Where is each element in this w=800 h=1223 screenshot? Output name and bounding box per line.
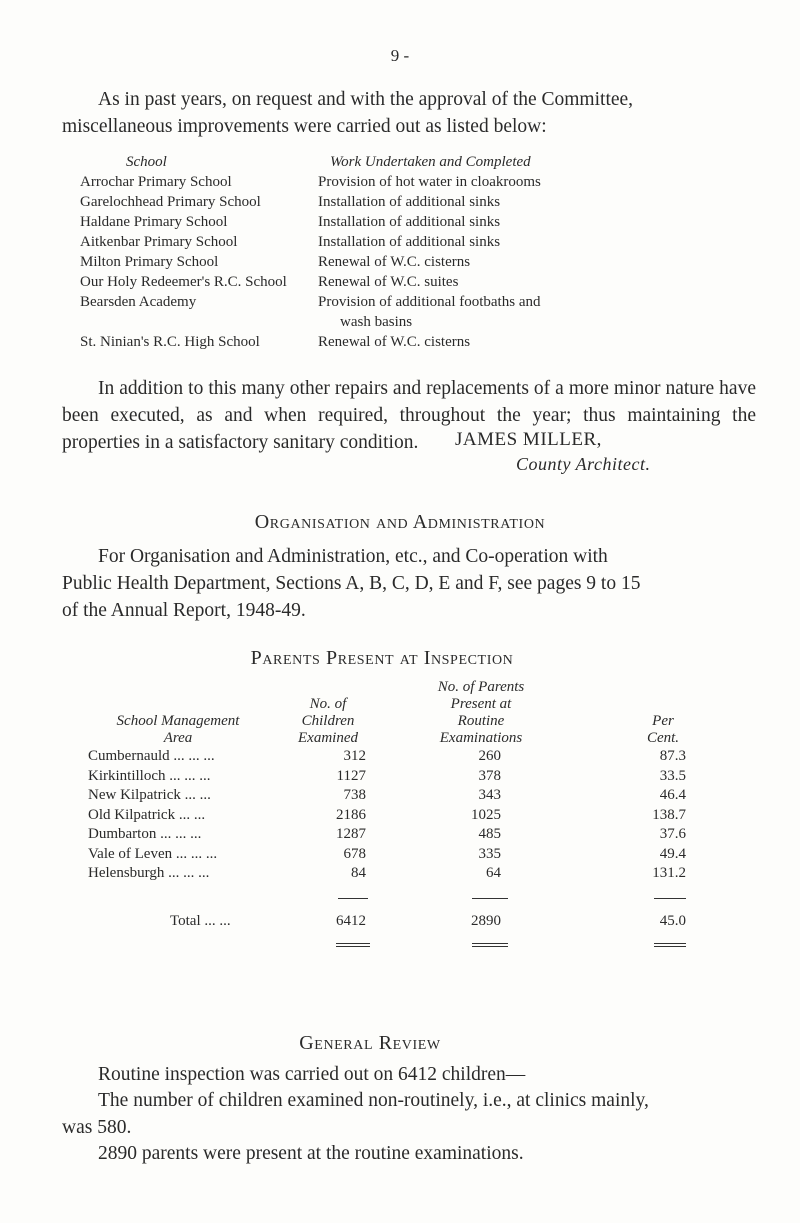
col-header-children-line: Children — [301, 713, 355, 729]
works-task: Installation of additional sinks — [318, 214, 501, 230]
rule-parents — [472, 898, 508, 899]
organisation-heading: Organisation and Administration — [254, 511, 546, 533]
percent-cell: 37.6 — [659, 826, 686, 842]
parents-cell: 378 — [478, 767, 501, 784]
children-cell: 1127 — [336, 767, 366, 784]
subtotal-rules — [88, 884, 688, 912]
area-cell: Old Kilpatrick ... ... — [88, 806, 206, 823]
works-task: Installation of additional sinks — [318, 194, 501, 210]
col-header-percent-line: Per — [652, 713, 674, 729]
children-cell: 1287 — [336, 826, 366, 842]
works-work-header: Work Undertaken and Completed — [330, 154, 531, 170]
table-row — [88, 747, 688, 767]
signature-name: JAMES MILLER, — [455, 429, 602, 450]
works-school: Bearsden Academy — [80, 294, 197, 310]
col-header-parents-line: No. of Parents — [437, 679, 525, 695]
total-label: Total ... ... — [170, 912, 231, 929]
percent-cell: 87.3 — [659, 748, 686, 764]
double-rule-children — [336, 943, 370, 947]
works-task: Renewal of W.C. cisterns — [318, 254, 471, 270]
parents-heading: Parents Present at Inspection — [250, 647, 514, 669]
works-task: Provision of hot water in cloakrooms — [318, 174, 541, 190]
works-school: St. Ninian's R.C. High School — [80, 334, 260, 350]
col-header-children-line: No. of — [309, 696, 347, 712]
col-header-parents-line: Routine — [457, 713, 505, 729]
works-row — [80, 192, 720, 212]
works-row — [80, 312, 720, 332]
works-task: Renewal of W.C. cisterns — [318, 334, 471, 350]
total-children: 6412 — [336, 912, 366, 929]
rule-percent — [654, 898, 686, 899]
works-task: Installation of additional sinks — [318, 234, 501, 250]
intro-line-2: miscellaneous improvements were carried out as listed below: — [62, 116, 547, 137]
parents-table-header — [88, 681, 688, 747]
works-list — [80, 152, 720, 352]
percent-cell: 46.4 — [659, 787, 686, 803]
double-rule-parents — [472, 943, 508, 947]
parents-cell: 64 — [486, 865, 501, 881]
percent-cell: 33.5 — [659, 767, 686, 784]
col-header-children — [268, 696, 388, 747]
general-review-heading: General Review — [299, 1032, 441, 1054]
area-cell: Dumbarton ... ... ... — [88, 826, 202, 842]
parents-cell: 343 — [478, 787, 501, 803]
works-school: Our Holy Redeemer's R.C. School — [80, 274, 287, 290]
works-school: Milton Primary School — [80, 254, 219, 270]
table-row — [88, 864, 688, 884]
works-school: Haldane Primary School — [80, 214, 228, 230]
double-rule-percent — [654, 943, 686, 947]
children-cell: 312 — [343, 748, 366, 764]
general-line-1: Routine inspection was carried out on 6412 children— — [98, 1064, 526, 1085]
table-row — [88, 825, 688, 845]
col-header-parents-line: Present at — [450, 696, 512, 712]
table-row — [88, 806, 688, 826]
children-cell: 84 — [351, 865, 366, 881]
works-row — [80, 292, 720, 312]
table-row — [88, 786, 688, 806]
general-line-3: was 580. — [62, 1117, 132, 1138]
works-row — [80, 252, 720, 272]
works-header — [80, 152, 720, 172]
works-school-header: School — [126, 154, 167, 170]
percent-cell: 138.7 — [652, 806, 686, 823]
percent-cell: 49.4 — [659, 845, 686, 862]
area-cell: Kirkintilloch ... ... ... — [88, 767, 211, 784]
children-cell: 738 — [343, 787, 366, 803]
col-header-children-line: Examined — [298, 730, 358, 746]
parents-cell: 1025 — [471, 806, 501, 823]
works-row — [80, 272, 720, 292]
works-task: Provision of additional footbaths and — [318, 294, 541, 310]
page-number: 9 - — [390, 46, 410, 65]
area-cell: New Kilpatrick ... ... — [88, 787, 211, 803]
area-cell: Helensburgh ... ... ... — [88, 865, 210, 881]
parents-cell: 485 — [478, 826, 501, 842]
area-cell: Vale of Leven ... ... ... — [88, 845, 218, 862]
col-header-percent-line: Cent. — [646, 730, 680, 746]
works-row — [80, 332, 720, 352]
table-row — [88, 767, 688, 787]
percent-cell: 131.2 — [652, 865, 686, 881]
col-header-area-line: School Management — [116, 713, 240, 729]
works-row — [80, 172, 720, 192]
works-row — [80, 232, 720, 252]
parents-cell: 260 — [478, 748, 501, 764]
col-header-parents-line: Examinations — [439, 730, 523, 746]
children-cell: 678 — [343, 845, 366, 862]
works-school — [80, 312, 318, 332]
signature-title: County Architect. — [516, 454, 651, 474]
general-line-2: The number of children examined non-routinely, i.e., at clinics mainly, — [98, 1090, 649, 1111]
total-percent: 45.0 — [659, 912, 686, 929]
area-cell: Cumbernauld ... ... ... — [88, 748, 215, 764]
organisation-line-2: Public Health Department, Sections A, B, C, D, E and F, see pages 9 to 15 — [62, 573, 641, 594]
works-task: Renewal of W.C. suites — [318, 274, 459, 290]
table-row — [88, 845, 688, 865]
total-rules — [88, 934, 688, 950]
general-paragraph-2 — [62, 1087, 762, 1141]
col-header-percent — [633, 713, 693, 747]
col-header-parents — [406, 679, 556, 747]
parents-cell: 335 — [478, 845, 501, 862]
works-task: wash basins — [340, 314, 413, 330]
children-cell: 2186 — [336, 806, 366, 823]
table-total-row — [88, 912, 688, 934]
organisation-paragraph — [62, 543, 752, 624]
works-school: Aitkenbar Primary School — [80, 234, 238, 250]
rule-children — [338, 898, 368, 899]
parents-table — [88, 681, 688, 950]
works-school: Garelochhead Primary School — [80, 194, 261, 210]
general-line-4: 2890 parents were present at the routine examinations. — [98, 1143, 524, 1164]
organisation-line-3: of the Annual Report, 1948-49. — [62, 600, 306, 621]
works-school: Arrochar Primary School — [80, 174, 232, 190]
intro-line-1: As in past years, on request and with the approval of the Committee, — [98, 89, 634, 110]
addition-paragraph: In addition to this many other repairs and replacements of a more minor nature have been executed, as and when required, throughout the year; thus maintaining the properties in a satisfactory sanitary condition. — [62, 378, 756, 453]
col-header-area — [88, 713, 268, 747]
organisation-line-1: For Organisation and Administration, etc., and Co-operation with — [98, 546, 608, 567]
intro-paragraph — [62, 86, 752, 140]
col-header-area-line: Area — [163, 730, 193, 746]
total-parents: 2890 — [471, 912, 501, 929]
works-row — [80, 212, 720, 232]
